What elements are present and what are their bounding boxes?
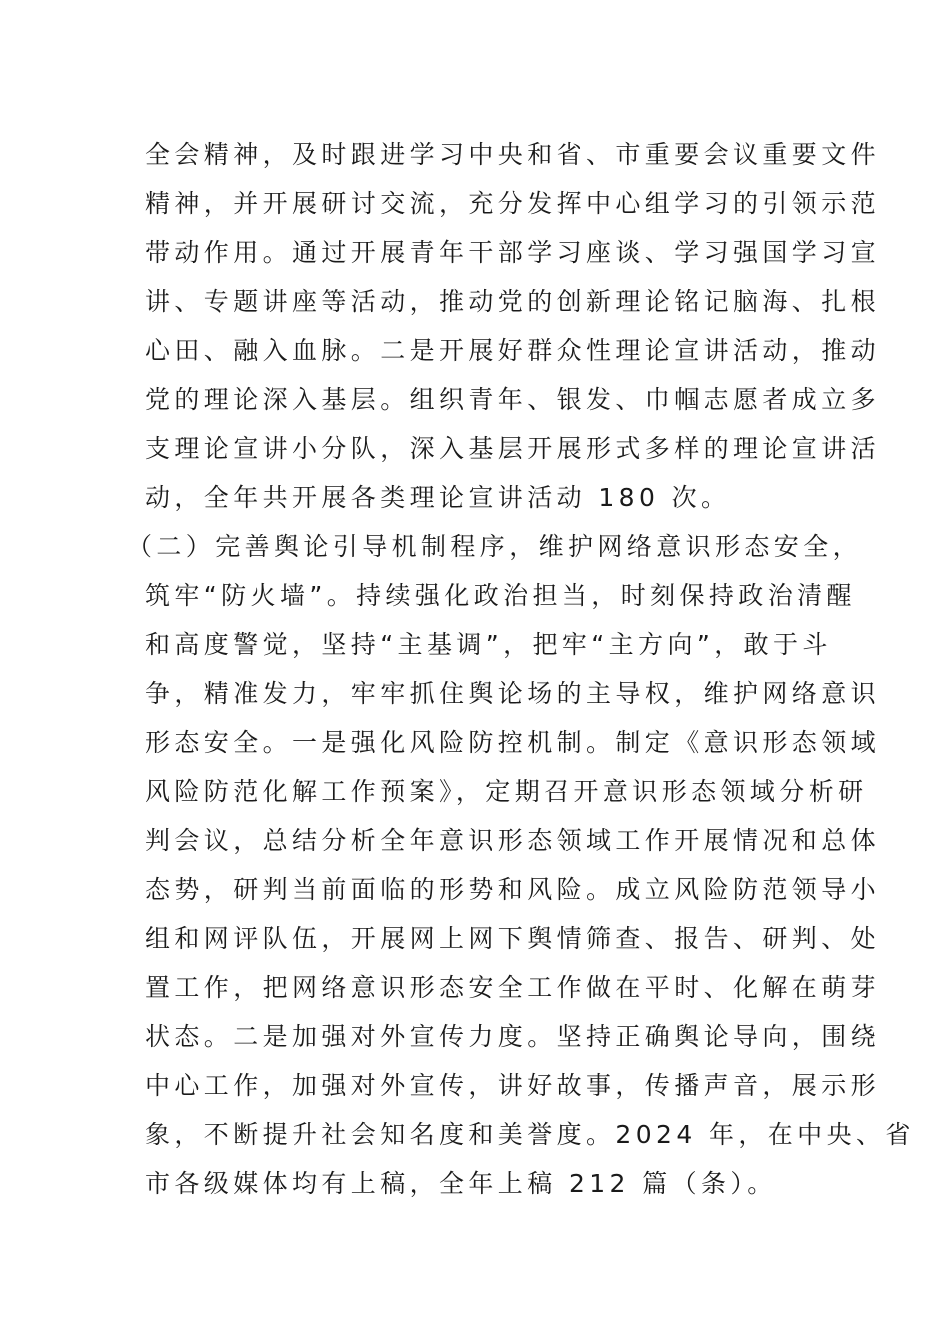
text-line: 态势，研判当前面临的形势和风险。成立风险防范领导小 [145, 875, 881, 904]
text-line: 和高度警觉，坚持“主基调”，把牢“主方向”，敢于斗 [145, 630, 832, 659]
text-line: 精神，并开展研讨交流，充分发挥中心组学习的引领示范 [145, 189, 881, 218]
text-line: 筑牢“防火墙”。持续强化政治担当，时刻保持政治清醒 [145, 581, 856, 610]
text-line: 心田、融入血脉。二是开展好群众性理论宣讲活动，推动 [145, 336, 881, 365]
text-line: 状态。二是加强对外宣传力度。坚持正确舆论导向，围绕 [145, 1022, 881, 1051]
text-line: 动，全年共开展各类理论宣讲活动 180 次。 [145, 483, 731, 512]
text-line: 争，精准发力，牢牢抓住舆论场的主导权，维护网络意识 [145, 679, 881, 708]
text-line: 组和网评队伍，开展网上网下舆情筛查、报告、研判、处 [145, 924, 881, 953]
document-body [127, 130, 915, 1208]
text-line: 带动作用。通过开展青年干部学习座谈、学习强国学习宣 [145, 238, 881, 267]
text-line: 判会议，总结分析全年意识形态领域工作开展情况和总体 [145, 826, 881, 855]
text-line: 形态安全。一是强化风险防控机制。制定《意识形态领域 [145, 728, 881, 757]
text-line: 全会精神，及时跟进学习中央和省、市重要会议重要文件 [145, 140, 881, 169]
text-line: 党的理论深入基层。组织青年、银发、巾帼志愿者成立多 [145, 385, 881, 414]
text-line: 支理论宣讲小分队，深入基层开展形式多样的理论宣讲活 [145, 434, 881, 463]
text-line: 讲、专题讲座等活动，推动党的创新理论铭记脑海、扎根 [145, 287, 881, 316]
section-heading-line: （二）完善舆论引导机制程序，维护网络意识形态安全， [127, 532, 863, 561]
text-line: 风险防范化解工作预案》，定期召开意识形态领域分析研 [145, 777, 868, 806]
text-line: 市各级媒体均有上稿，全年上稿 212 篇（条）。 [145, 1169, 777, 1198]
text-line: 中心工作，加强对外宣传，讲好故事，传播声音，展示形 [145, 1071, 881, 1100]
text-line: 象，不断提升社会知名度和美誉度。2024 年，在中央、省 [145, 1120, 915, 1149]
text-line: 置工作，把网络意识形态安全工作做在平时、化解在萌芽 [145, 973, 881, 1002]
